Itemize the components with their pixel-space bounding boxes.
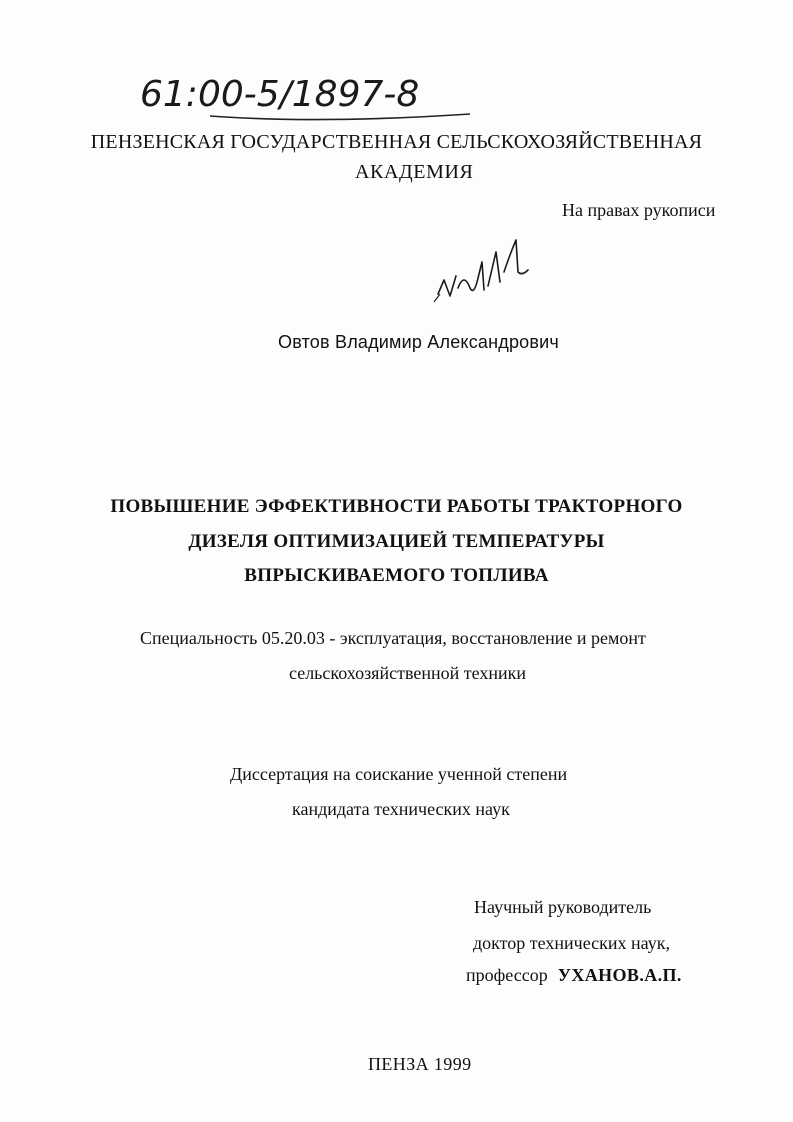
city-year: ПЕНЗА 1999 [368,1054,472,1074]
supervisor-rank: профессор [466,965,548,985]
supervisor-name: УХАНОВ.А.П. [557,965,682,985]
author-name: Овтов Владимир Александрович [278,332,559,352]
thesis-title-line1: ПОВЫШЕНИЕ ЭФФЕКТИВНОСТИ РАБОТЫ ТРАКТОРНОГО [110,496,683,517]
thesis-title-line2: ДИЗЕЛЯ ОПТИМИЗАЦИЕЙ ТЕМПЕРАТУРЫ [188,531,605,552]
dissertation-line2: кандидата технических наук [292,799,510,819]
specialty-line2: сельскохозяйственной техники [289,663,526,683]
signature [430,232,530,312]
archive-code-text: 61:00-5/1897-8 [140,74,420,115]
supervisor-degree: доктор технических наук, [473,933,670,953]
rights-note: На правах рукописи [562,200,716,220]
handwritten-archive-code [140,68,520,128]
supervisor-role: Научный руководитель [474,897,652,917]
institution-name-line2: АКАДЕМИЯ [355,161,474,183]
dissertation-line1: Диссертация на соискание ученной степени [230,764,568,784]
specialty-line1: Специальность 05.20.03 - эксплуатация, восстановление и ремонт [140,628,646,648]
institution-name-line1: ПЕНЗЕНСКАЯ ГОСУДАРСТВЕННАЯ СЕЛЬСКОХОЗЯЙСТВЕННАЯ [90,131,703,153]
supervisor-title-line [466,964,682,986]
thesis-title-line3: ВПРЫСКИВАЕМОГО ТОПЛИВА [244,565,549,586]
